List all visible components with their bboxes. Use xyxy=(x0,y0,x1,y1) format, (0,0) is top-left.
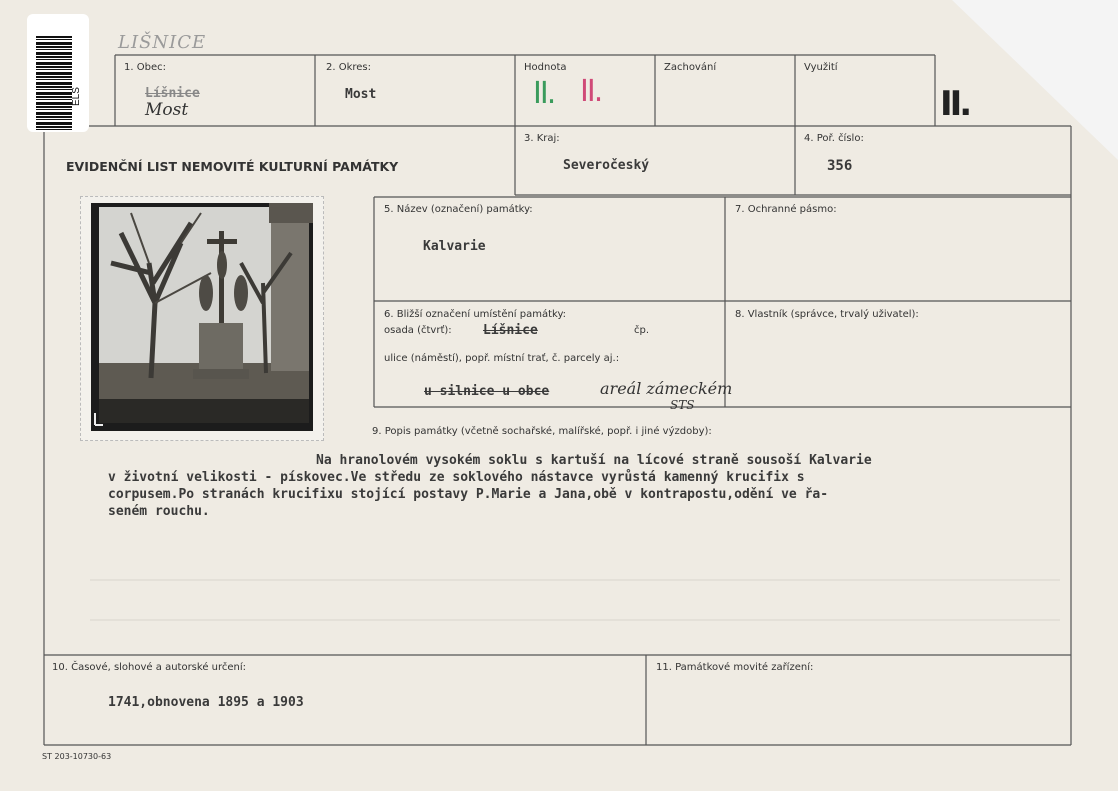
por-cislo-typed: 356 xyxy=(827,158,853,174)
popis-label: 9. Popis památky (včetně sochařské, malířské, popř. i jiné výzdoby): xyxy=(372,426,712,437)
zarizeni-label: 11. Památkové movité zařízení: xyxy=(656,662,814,673)
nazev-label: 5. Název (označení) památky: xyxy=(384,204,533,215)
pencil-heading: LIŠNICE xyxy=(118,32,207,53)
obec-handwritten: Most xyxy=(145,100,189,120)
calvary-photo-icon xyxy=(91,203,313,431)
kraj-typed: Severočeský xyxy=(563,158,650,173)
popis-line: Na hranolovém vysokém soklu s kartuší na lícové straně sousoší Kalvarie xyxy=(316,453,872,468)
vyuziti-label: Využití xyxy=(804,62,838,73)
value-mark: II. xyxy=(940,84,970,124)
umisteni-label: 6. Bližší označení umístění památky: xyxy=(384,309,567,320)
ochranne-pasmo-label: 7. Ochranné pásmo: xyxy=(735,204,837,215)
hodnota-label: Hodnota xyxy=(524,62,567,73)
vlastnik-label: 8. Vlastník (správce, trvalý uživatel): xyxy=(735,309,919,320)
obec-typed: Líšnice xyxy=(145,86,200,101)
popis-line: corpusem.Po stranách krucifixu stojící postavy P.Marie a Jana,obě v kontrapostu,odění ve řa- xyxy=(108,487,829,502)
nazev-typed: Kalvarie xyxy=(423,239,486,254)
okres-typed: Most xyxy=(345,87,377,102)
ulice-handwritten: areál zámeckém xyxy=(600,379,733,398)
popis-line: v životní velikosti - pískovec.Ve středu ze soklového nástavce vyrůstá kamenný krucifix s xyxy=(108,470,805,485)
zachovani-label: Zachování xyxy=(664,62,717,73)
barcode-text: ELS xyxy=(71,87,82,106)
ulice-handwritten-initials: STS xyxy=(670,398,695,412)
ulice-label: ulice (náměstí), popř. místní trať, č. parcely aj.: xyxy=(384,353,620,364)
barcode-icon xyxy=(36,36,72,132)
hodnota-mark-green: II. xyxy=(533,76,555,111)
popis-text xyxy=(108,452,1028,520)
form-title: EVIDENČNÍ LIST NEMOVITÉ KULTURNÍ PAMÁTKY xyxy=(66,159,399,174)
por-cislo-label: 4. Poř. číslo: xyxy=(804,133,864,144)
footer-code: ST 203-10730-63 xyxy=(42,752,112,761)
urceni-label: 10. Časové, slohové a autorské určení: xyxy=(52,662,247,673)
cp-label: čp. xyxy=(634,325,650,336)
popis-line: seném rouchu. xyxy=(108,504,210,519)
kraj-label: 3. Kraj: xyxy=(524,133,560,144)
urceni-typed: 1741,obnovena 1895 a 1903 xyxy=(108,695,304,710)
ulice-typed: u silnice u obce xyxy=(424,384,550,399)
obec-label: 1. Obec: xyxy=(124,62,166,73)
osada-typed: Líšnice xyxy=(483,323,538,338)
okres-label: 2. Okres: xyxy=(326,62,372,73)
osada-label: osada (čtvrť): xyxy=(384,325,452,336)
monument-photo xyxy=(80,196,324,441)
barcode-sticker xyxy=(27,14,89,132)
hodnota-mark-red: II. xyxy=(580,74,602,109)
